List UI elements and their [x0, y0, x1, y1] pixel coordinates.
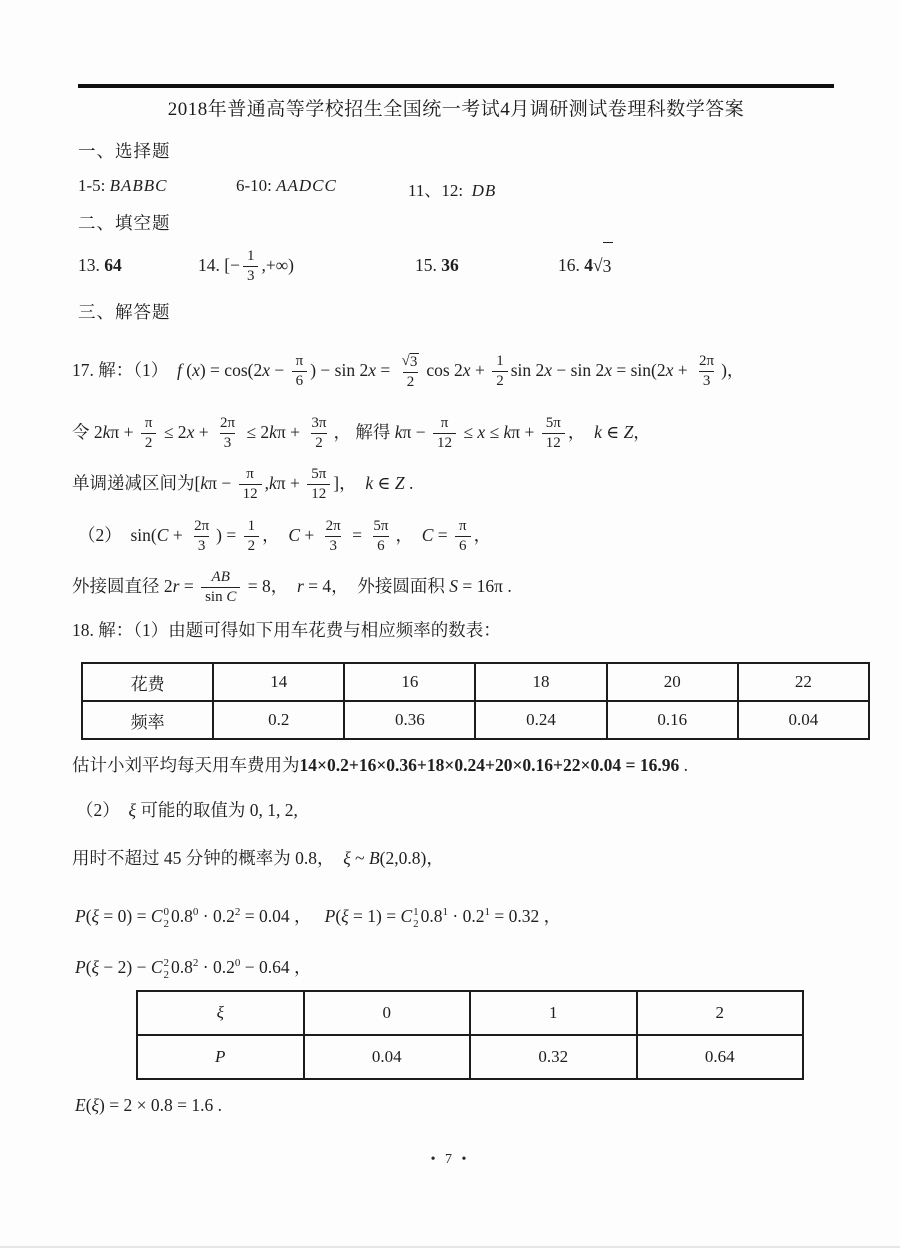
table-row: [82, 663, 869, 701]
probability-p2-line: P(ξ − 2) − C 2 2 $0.8^2 \cdot 0.2^0 - 0.64$ ，: [75, 956, 312, 981]
probability-model-line: 用时不超过 45 分钟的概率为 0.8， ξ ~ B(2,0.8)，: [72, 848, 444, 868]
equation-17-step3: 单调递减区间为[kπ − $\frac{\pi}{12}$ ,kπ + $\frac{5\pi}{12}$ ]， k ∈ Z .: [72, 466, 414, 503]
answer-range-label: 6-10:: [236, 176, 277, 195]
distribution-table: [136, 990, 804, 1080]
answer-letters: BABBC: [109, 176, 168, 195]
choice-answer-1-5: [78, 176, 168, 196]
table-cell: 0.2: [213, 701, 344, 739]
table-cell: 20: [607, 663, 738, 701]
table-cell: 花费: [82, 663, 213, 701]
table-cell: 0.24: [475, 701, 606, 739]
document-title: 2018年普通高等学校招生全国统一考试4月调研测试卷理科数学答案: [167, 99, 745, 120]
blank-answer-13: 13. 64: [78, 255, 122, 275]
table-cell: 22: [738, 663, 869, 701]
table-cell: 1: [470, 991, 637, 1035]
xi-values-line: （2） ξ 可能的取值为 0, 1, 2,: [76, 800, 298, 820]
probability-p0-p1-line: P(ξ = 0) = C 0 2 $0.8^0 \cdot 0.2^2 = 0.04$ ， P(ξ = 1) = C 1 2 $0.8^1 \cdot 0.2^1 = 0.32$ ，: [75, 905, 562, 930]
choice-answer-11-12: [408, 176, 496, 201]
title-rule: [78, 84, 834, 88]
section-heading-solution: 三、解答题: [78, 302, 171, 322]
section-heading-choice: 一、选择题: [78, 141, 171, 161]
table-cell: 0.04: [304, 1035, 471, 1079]
table-cell: 频率: [82, 701, 213, 739]
answer-letters: AADCC: [276, 176, 337, 195]
table-cell: 0.64: [637, 1035, 804, 1079]
table-cell: 0.04: [738, 701, 869, 739]
answer-range-label: 1-5:: [78, 176, 110, 195]
choice-answer-6-10: [236, 176, 337, 196]
blank-answer-14: 14. [− $\frac{1}{3}$ ,+∞): [198, 248, 295, 285]
answer-letters: DB: [471, 181, 497, 200]
equation-17-step2: 令 2kπ + $\frac{\pi}{2}$ ≤ 2x + $\frac{2\pi}{3}$ ≤ 2kπ + $\frac{3\pi}{2}$ ， 解得 kπ − $\frac{\pi}{12}$ ≤ x ≤ kπ + $\frac{5\pi}{12}$ ， k ∈ Z，: [72, 415, 651, 452]
table-row: [137, 1035, 803, 1079]
table-row: [82, 701, 869, 739]
table-cell: 16: [344, 663, 475, 701]
table-row: [137, 991, 803, 1035]
answer-range-label: 11、12:: [408, 181, 472, 200]
table-cell: 0.36: [344, 701, 475, 739]
equation-17-step5: 外接圆直径 2r = $\frac{AB}{\text{sin C}}$ = 8， r = 4， 外接圆面积 S = 16π .: [72, 569, 512, 606]
blank-answer-15: 15. 36: [415, 255, 459, 275]
table-cell: P: [137, 1035, 304, 1079]
section-heading-blank: 二、填空题: [78, 213, 171, 233]
expectation-line: E(ξ) = 2 × 0.8 = 1.6 .: [75, 1095, 222, 1115]
equation-17-step1: 17. 解：（1） f (x) = cos(2x − $\frac{\pi}{6}$ ) − sin 2x = √ 3 2 cos 2x + $\frac{1}{2}$ sin 2x − sin 2x = sin(2x + $\frac{2\pi}{3}$ )，: [72, 352, 745, 390]
table-cell: 0.16: [607, 701, 738, 739]
solution-18-intro: 18. 解：（1）由题可得如下用车花费与相应频率的数表：: [72, 620, 501, 640]
page-number: • 7 •: [430, 1152, 470, 1167]
table-cell: 2: [637, 991, 804, 1035]
table-cell: 18: [475, 663, 606, 701]
equation-17-step4: （2） sin(C + $\frac{2\pi}{3}$ ) = $\frac{1}{2}$ ， C + $\frac{2\pi}{3}$ = $\frac{5\pi}{6}$ ， C = $\frac{\pi}{6}$ ，: [78, 518, 492, 555]
table-cell: 0.32: [470, 1035, 637, 1079]
table-cell: 14: [213, 663, 344, 701]
cost-frequency-table: [81, 662, 870, 740]
mean-cost-line: 估计小刘平均每天用车费用为14×0.2+16×0.36+18×0.24+20×0.16+22×0.04 = 16.96 .: [72, 755, 688, 775]
table-cell: ξ: [137, 991, 304, 1035]
table-cell: 0: [304, 991, 471, 1035]
blank-answer-16: 16. 4 √ 3: [558, 242, 613, 289]
